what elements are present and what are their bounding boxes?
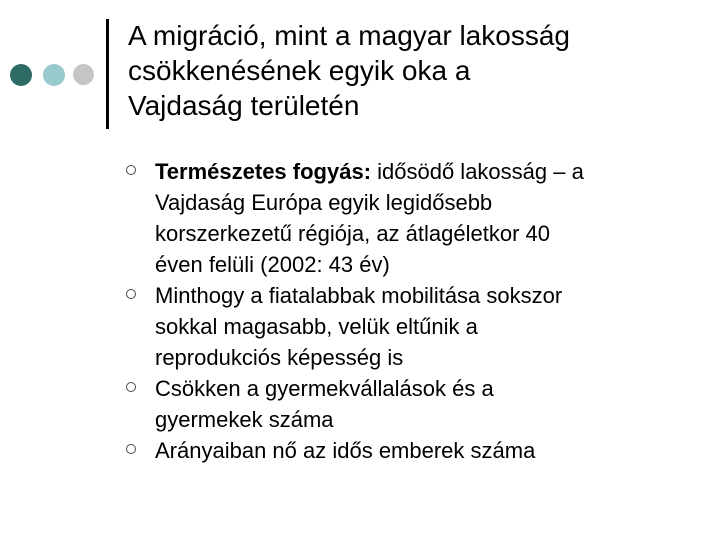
bullet-circle-icon — [126, 444, 136, 454]
bullet-line: éven felüli (2002: 43 év) — [155, 252, 390, 277]
bullet-circle-icon — [126, 289, 136, 299]
slide-title — [128, 18, 708, 123]
bullet-item-elderly-share — [126, 435, 706, 466]
bullet-line: Vajdaság Európa egyik legidősebb — [155, 190, 493, 215]
bullet-line: korszerkezetű régiója, az átlagéletkor 40 — [155, 221, 550, 246]
bullet-text: idősödő lakosság – a — [371, 159, 584, 184]
decorative-dots — [10, 64, 95, 86]
bullet-line: reprodukciós képesség is — [155, 345, 404, 370]
title-line: csökkenésének egyik oka a — [128, 55, 471, 86]
bullet-bold-term: Természetes fogyás: — [155, 159, 372, 184]
bullet-line: Minthogy a fiatalabbak mobilitása sokszor — [155, 283, 563, 308]
title-divider-line — [106, 19, 109, 129]
dark-teal-dot — [10, 64, 32, 86]
title-line: A migráció, mint a magyar lakosság — [128, 20, 570, 51]
bullet-circle-icon — [126, 165, 136, 175]
light-teal-dot — [43, 64, 65, 86]
bullet-line: sokkal magasabb, velük eltűnik a — [155, 314, 478, 339]
gray-dot — [73, 64, 94, 85]
bullet-line: Csökken a gyermekvállalások és a — [155, 376, 494, 401]
bullet-line: Arányaiban nő az idős emberek száma — [155, 438, 536, 463]
bullet-list — [126, 156, 706, 466]
title-line: Vajdaság területén — [128, 90, 360, 121]
bullet-item-youth-mobility — [126, 280, 706, 373]
bullet-circle-icon — [126, 382, 136, 392]
bullet-line — [155, 156, 706, 187]
bullet-item-natural-decrease — [126, 156, 706, 280]
bullet-item-births-decline — [126, 373, 706, 435]
bullet-line: gyermekek száma — [155, 407, 334, 432]
